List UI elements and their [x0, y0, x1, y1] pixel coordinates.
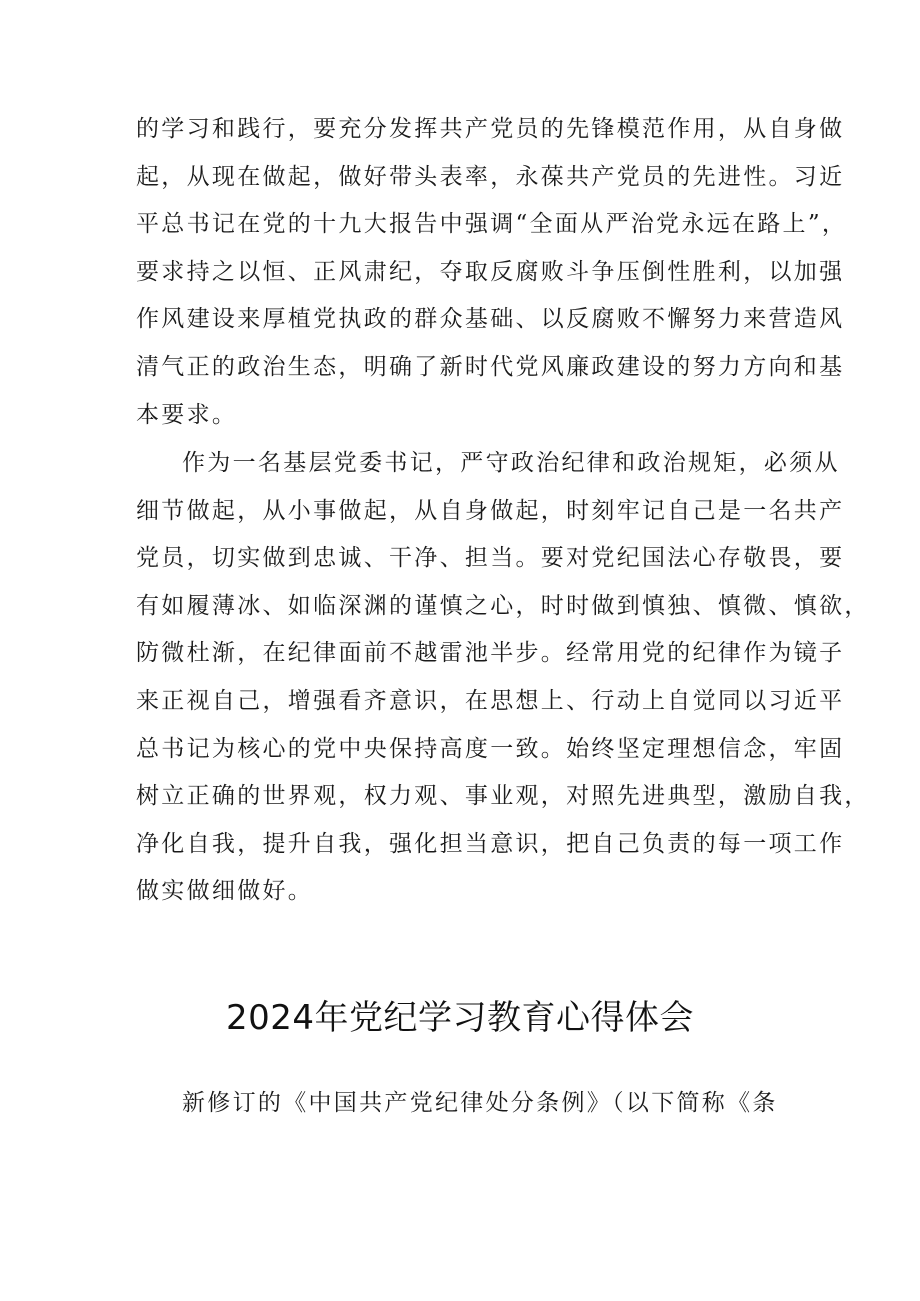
paragraph-1 [136, 106, 848, 439]
paragraph-line: 党员，切实做到忠诚、干净、担当。要对党纪国法心存敬畏，要 [136, 545, 845, 572]
paragraph-line: 防微杜渐，在纪律面前不越雷池半步。经常用党的纪律作为镜子 [136, 640, 845, 667]
paragraph-2 [136, 440, 870, 916]
paragraph-line: 净化自我，提升自我，强化担当意识，把自己负责的每一项工作 [136, 830, 845, 857]
paragraph-3 [136, 1080, 796, 1128]
paragraph-line: 作风建设来厚植党执政的群众基础、以反腐败不懈努力来营造风 [136, 306, 845, 333]
section-heading: 2024年党纪学习教育心得体会 [225, 998, 695, 1038]
paragraph-line: 平总书记在党的十九大报告中强调“全面从严治党永远在路上”， [136, 211, 848, 238]
paragraph-line: 做实做细做好。 [136, 878, 314, 905]
paragraph-line: 作为一名基层党委书记，严守政治纪律和政治规矩，必须从 [182, 450, 840, 476]
paragraph-line: 来正视自己，增强看齐意识，在思想上、行动上自觉同以习近平 [136, 687, 845, 714]
paragraph-line: 有如履薄冰、如临深渊的谨慎之心，时时做到慎独、慎微、慎欲， [136, 592, 870, 619]
paragraph-line: 要求持之以恒、正风肃纪，夺取反腐败斗争压倒性胜利，以加强 [136, 258, 845, 285]
paragraph-line: 新修订的《中国共产党纪律处分条例》（以下简称《条 [182, 1090, 778, 1116]
paragraph-line: 细节做起，从小事做起，从自身做起，时刻牢记自己是一名共产 [136, 497, 845, 524]
paragraph-line: 树立正确的世界观，权力观、事业观，对照先进典型，激励自我， [136, 783, 870, 810]
paragraph-line: 总书记为核心的党中央保持高度一致。始终坚定理想信念，牢固 [136, 735, 845, 762]
paragraph-line: 清气正的政治生态，明确了新时代党风廉政建设的努力方向和基 [136, 353, 845, 380]
paragraph-line: 本要求。 [136, 401, 238, 428]
paragraph-line: 的学习和践行，要充分发挥共产党员的先锋模范作用，从自身做 [136, 116, 845, 142]
paragraph-line: 起，从现在做起，做好带头表率，永葆共产党员的先进性。习近 [136, 163, 845, 190]
